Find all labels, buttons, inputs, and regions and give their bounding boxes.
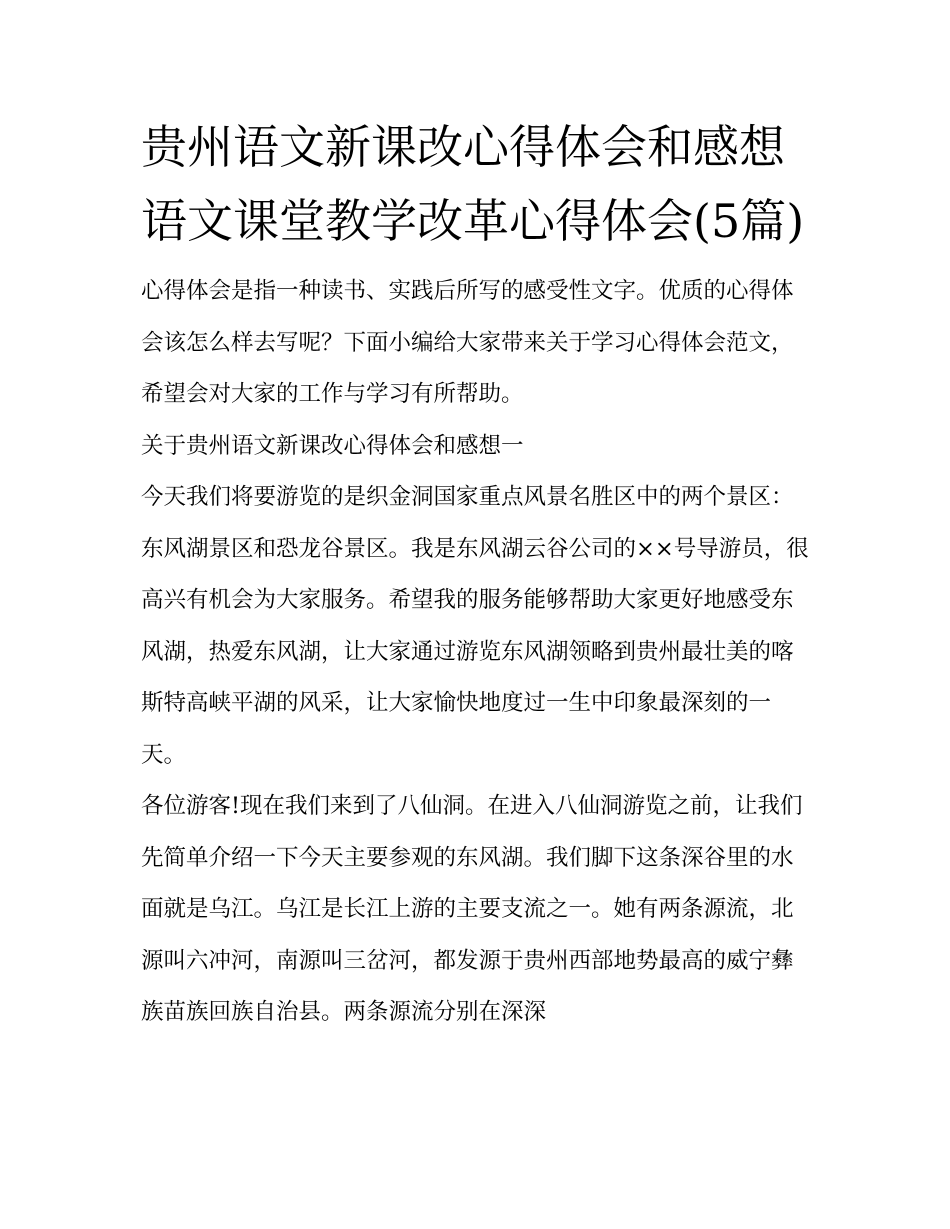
document-content: [141, 110, 813, 1039]
intro-paragraph: 心得体会是指一种读书、实践后所写的感受性文字。优质的心得体会该怎么样去写呢？下面小编给大家带来关于学习心得体会范文，希望会对大家的工作与学习有所帮助。: [141, 278, 794, 407]
body-paragraph: 各位游客!现在我们来到了八仙洞。在进入八仙洞游览之前，让我们先简单介绍一下今天主要参观的东风湖。我们脚下这条深谷里的水面就是乌江。乌江是长江上游的主要支流之一。她有两条源流，北源叫六冲河，南源叫三岔河，都发源于贵州西部地势最高的威宁彝族苗族回族自治县。两条源流分别在深深: [141, 793, 803, 1025]
body-paragraph: 今天我们将要游览的是织金洞国家重点风景名胜区中的两个景区：东风湖景区和恐龙谷景区。我是东风湖云谷公司的××号导游员，很高兴有机会为大家服务。希望我的服务能够帮助大家更好地感受东风湖，热爱东风湖，让大家通过游览东风湖领略到贵州最壮美的喀斯特高峡平湖的风采，让大家愉快地度过一生中印象最深刻的一天。: [141, 484, 809, 768]
document-title: 贵州语文新课改心得体会和感想 语文课堂教学改革心得体会(5篇): [141, 120, 805, 248]
section-heading: 关于贵州语文新课改心得体会和感想一: [141, 432, 524, 459]
